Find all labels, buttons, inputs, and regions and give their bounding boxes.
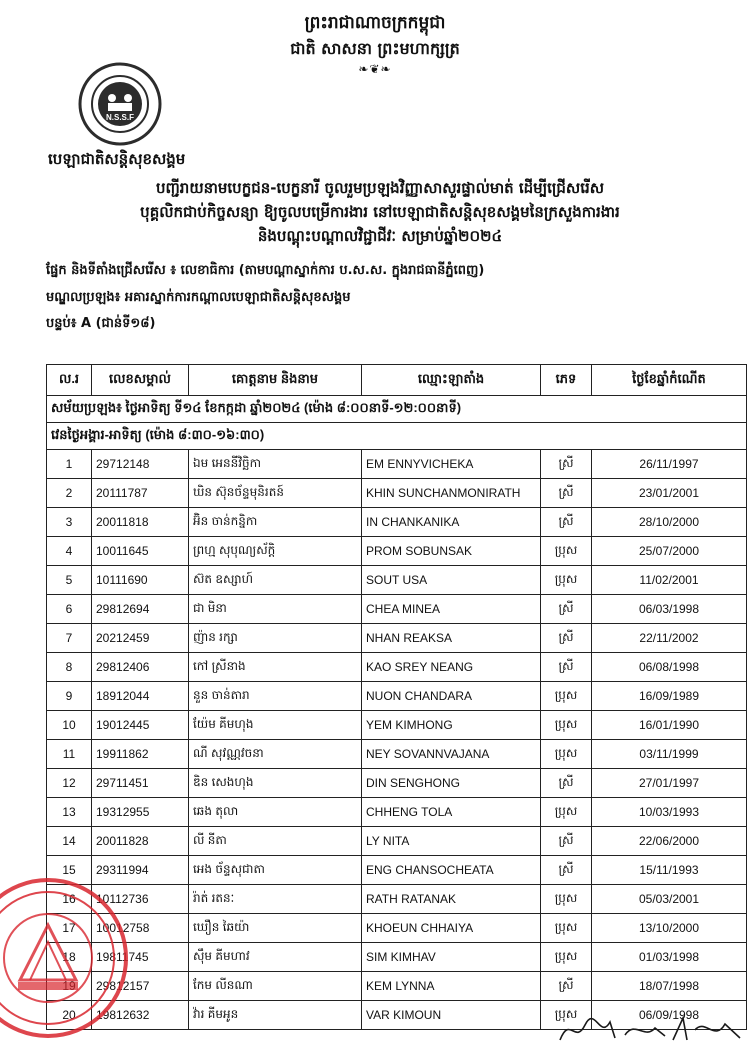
row-number: 6 [47, 595, 92, 624]
row-number: 15 [47, 856, 92, 885]
title-line-2: បុគ្គលិកជាប់កិច្ចសន្យា ឱ្យចូលបម្រើការងារ នៅបេឡាជាតិសន្តិសុខសង្គមនៃក្រសួងការងារ [140, 203, 620, 221]
row-khmer-name: ឃឿន ឆៃយ៉ា [189, 914, 362, 943]
row-dob: 01/03/1998 [592, 943, 747, 972]
kingdom-header: ព្រះរាជាណាចក្រកម្ពុជា [304, 13, 446, 33]
row-sex: ស្រី [541, 972, 592, 1001]
row-dob: 11/02/2001 [592, 566, 747, 595]
row-dob: 22/06/2000 [592, 827, 747, 856]
row-latin-name: KEM LYNNA [362, 972, 541, 1001]
row-sex: ប្រុស [541, 943, 592, 972]
session-label: សម័យប្រឡង៖ ថ្ងៃអាទិត្យ ទី១៤ ខែកក្កដា ឆ្នាំ២០២៤ (ម៉ោង ៨:០០នាទី-១២:០០នាទី) [47, 396, 747, 423]
row-id: 10012758 [92, 914, 189, 943]
row-dob: 23/01/2001 [592, 479, 747, 508]
table-row [47, 508, 747, 537]
row-id: 10112736 [92, 885, 189, 914]
row-number: 16 [47, 885, 92, 914]
exam-center-info: មណ្ឌលប្រឡង៖ អគារស្នាក់ការកណ្តាលបេឡាជាតិសន្តិសុខសង្គម [46, 290, 351, 305]
row-sex: ប្រុស [541, 711, 592, 740]
row-sex: ស្រី [541, 653, 592, 682]
row-khmer-name: យ៉ែម គីមហុង [189, 711, 362, 740]
row-number: 14 [47, 827, 92, 856]
header-no: ល.រ [47, 365, 92, 396]
row-khmer-name: អេង ច័ន្ទសុជាតា [189, 856, 362, 885]
row-id: 20011828 [92, 827, 189, 856]
row-sex: ស្រី [541, 595, 592, 624]
title-line-1: បញ្ជីរាយនាមបេក្ខជន-បេក្ខនារី ចូលរួមប្រឡងវិញ្ញាសាសួរផ្ទាល់មាត់ ដើម្បីជ្រើសរើស [156, 179, 604, 197]
row-sex: ប្រុស [541, 1001, 592, 1030]
row-latin-name: NHAN REAKSA [362, 624, 541, 653]
row-khmer-name: ព្រហ្ម សុបុណ្យស័ក្តិ [189, 537, 362, 566]
row-dob: 05/03/2001 [592, 885, 747, 914]
row-id: 19811745 [92, 943, 189, 972]
row-id: 18912044 [92, 682, 189, 711]
official-stamp [0, 870, 150, 1045]
row-id: 19312955 [92, 798, 189, 827]
table-row [47, 624, 747, 653]
row-dob: 06/08/1998 [592, 653, 747, 682]
table-header-row [47, 365, 747, 396]
row-id: 19911862 [92, 740, 189, 769]
row-id: 29812406 [92, 653, 189, 682]
row-khmer-name: វ៉ារ គីមអូន [189, 1001, 362, 1030]
row-khmer-name: ឆេង តុលា [189, 798, 362, 827]
header-id: លេខសម្គាល់ [92, 365, 189, 396]
row-khmer-name: ឃិន ស៊ុនច័ន្ទមុនិរតន៍ [189, 479, 362, 508]
row-latin-name: VAR KIMOUN [362, 1001, 541, 1030]
motto-header: ជាតិ សាសនា ព្រះមហាក្សត្រ [290, 39, 460, 58]
row-latin-name: CHEA MINEA [362, 595, 541, 624]
table-row [47, 798, 747, 827]
table-row [47, 653, 747, 682]
row-number: 4 [47, 537, 92, 566]
row-khmer-name: រ៉ាត់ រតនៈ [189, 885, 362, 914]
row-dob: 18/07/1998 [592, 972, 747, 1001]
row-sex: ប្រុស [541, 566, 592, 595]
row-sex: ប្រុស [541, 885, 592, 914]
logo-text: N.S.S.F [105, 113, 135, 122]
table-row [47, 972, 747, 1001]
row-number: 5 [47, 566, 92, 595]
row-latin-name: DIN SENGHONG [362, 769, 541, 798]
row-id: 19812632 [92, 1001, 189, 1030]
row-number: 12 [47, 769, 92, 798]
row-number: 18 [47, 943, 92, 972]
session-row [47, 396, 747, 423]
row-dob: 03/11/1999 [592, 740, 747, 769]
document-title [60, 176, 700, 248]
row-dob: 27/01/1997 [592, 769, 747, 798]
row-khmer-name: ជា មិនា [189, 595, 362, 624]
table-row [47, 682, 747, 711]
table-row [47, 479, 747, 508]
row-dob: 06/03/1998 [592, 595, 747, 624]
row-latin-name: LY NITA [362, 827, 541, 856]
row-id: 29311994 [92, 856, 189, 885]
table-row [47, 914, 747, 943]
row-latin-name: NEY SOVANNVAJANA [362, 740, 541, 769]
row-sex: ស្រី [541, 450, 592, 479]
row-sex: ប្រុស [541, 798, 592, 827]
row-number: 13 [47, 798, 92, 827]
row-number: 3 [47, 508, 92, 537]
ornament-divider: ❧❦❧ [358, 62, 392, 76]
row-id: 29711451 [92, 769, 189, 798]
row-latin-name: PROM SOBUNSAK [362, 537, 541, 566]
row-sex: ស្រី [541, 769, 592, 798]
row-sex: ប្រុស [541, 914, 592, 943]
row-latin-name: RATH RATANAK [362, 885, 541, 914]
row-id: 29812157 [92, 972, 189, 1001]
row-latin-name: EM ENNYVICHEKA [362, 450, 541, 479]
title-line-3: និងបណ្តុះបណ្តាលវិជ្ជាជីវៈ សម្រាប់ឆ្នាំ២០២៤ [257, 227, 503, 245]
row-latin-name: IN CHANKANIKA [362, 508, 541, 537]
subsession-label: វេនថ្ងៃអង្គារ-អាទិត្យ (ម៉ោង ៨:៣០-១៦:៣០) [47, 423, 747, 450]
row-dob: 06/09/1998 [592, 1001, 747, 1030]
row-dob: 10/03/1993 [592, 798, 747, 827]
row-dob: 16/01/1990 [592, 711, 747, 740]
row-latin-name: SIM KIMHAV [362, 943, 541, 972]
row-id: 29712148 [92, 450, 189, 479]
row-number: 11 [47, 740, 92, 769]
row-sex: ស្រី [541, 827, 592, 856]
header-khmer-name: គោត្តនាម និងនាម [189, 365, 362, 396]
row-sex: ប្រុស [541, 682, 592, 711]
row-number: 9 [47, 682, 92, 711]
row-khmer-name: ស៊ត ឧស្សាហ៍ [189, 566, 362, 595]
header-sex: ភេទ [541, 365, 592, 396]
header-latin-name: ឈ្មោះឡាតាំង [362, 365, 541, 396]
row-id: 20011818 [92, 508, 189, 537]
table-row [47, 856, 747, 885]
row-id: 19012445 [92, 711, 189, 740]
row-sex: ប្រុស [541, 537, 592, 566]
row-khmer-name: ញ៉ាន រក្សា [189, 624, 362, 653]
table-row [47, 769, 747, 798]
row-number: 7 [47, 624, 92, 653]
table-row [47, 537, 747, 566]
row-dob: 25/07/2000 [592, 537, 747, 566]
row-latin-name: KHOEUN CHHAIYA [362, 914, 541, 943]
row-latin-name: NUON CHANDARA [362, 682, 541, 711]
row-dob: 22/11/2002 [592, 624, 747, 653]
row-latin-name: KHIN SUNCHANMONIRATH [362, 479, 541, 508]
row-id: 20212459 [92, 624, 189, 653]
row-id: 20111787 [92, 479, 189, 508]
row-khmer-name: ស៊ឹម គីមហាវ [189, 943, 362, 972]
row-id: 10111690 [92, 566, 189, 595]
row-khmer-name: ណី សុវណ្ណវចនា [189, 740, 362, 769]
row-sex: ស្រី [541, 624, 592, 653]
row-latin-name: KAO SREY NEANG [362, 653, 541, 682]
row-id: 10011645 [92, 537, 189, 566]
row-number: 10 [47, 711, 92, 740]
nssf-logo [78, 62, 162, 146]
table-row [47, 450, 747, 479]
row-dob: 26/11/1997 [592, 450, 747, 479]
row-sex: ស្រី [541, 856, 592, 885]
row-sex: ស្រី [541, 508, 592, 537]
position-info: ផ្នែក និងទីតាំងជ្រើសរើស ៖ លេខាធិការ (តាមបណ្តាស្នាក់ការ ប.ស.ស. ក្នុងរាជធានីភ្នំពេញ) [46, 263, 485, 278]
room-info: បន្ទប់៖ A (ជាន់ទី១៨) [46, 316, 156, 331]
row-sex: ប្រុស [541, 740, 592, 769]
candidate-table [46, 364, 747, 1030]
row-number: 17 [47, 914, 92, 943]
row-khmer-name: នួន ចាន់តារា [189, 682, 362, 711]
row-number: 20 [47, 1001, 92, 1030]
table-row [47, 740, 747, 769]
row-latin-name: SOUT USA [362, 566, 541, 595]
row-latin-name: YEM KIMHONG [362, 711, 541, 740]
row-khmer-name: កែម លីនណា [189, 972, 362, 1001]
row-id: 29812694 [92, 595, 189, 624]
row-dob: 28/10/2000 [592, 508, 747, 537]
row-latin-name: CHHENG TOLA [362, 798, 541, 827]
table-row [47, 885, 747, 914]
row-latin-name: ENG CHANSOCHEATA [362, 856, 541, 885]
row-dob: 15/11/1993 [592, 856, 747, 885]
table-row [47, 711, 747, 740]
table-row [47, 943, 747, 972]
subsession-row [47, 423, 747, 450]
row-khmer-name: លី នីតា [189, 827, 362, 856]
table-row [47, 595, 747, 624]
row-number: 2 [47, 479, 92, 508]
header-dob: ថ្ងៃខែឆ្នាំកំណើត [592, 365, 747, 396]
row-khmer-name: កៅ ស្រីនាង [189, 653, 362, 682]
row-number: 1 [47, 450, 92, 479]
row-dob: 13/10/2000 [592, 914, 747, 943]
row-number: 8 [47, 653, 92, 682]
table-row [47, 827, 747, 856]
table-row [47, 566, 747, 595]
row-sex: ស្រី [541, 479, 592, 508]
organization-name: បេឡាជាតិសន្តិសុខសង្គម [48, 150, 186, 168]
row-khmer-name: ឯម អេននីវិច្ឆិកា [189, 450, 362, 479]
signature [555, 1010, 745, 1050]
row-dob: 16/09/1989 [592, 682, 747, 711]
row-khmer-name: ឌិន សេងហុង [189, 769, 362, 798]
row-khmer-name: អ៊ិន ចាន់កន្និកា [189, 508, 362, 537]
